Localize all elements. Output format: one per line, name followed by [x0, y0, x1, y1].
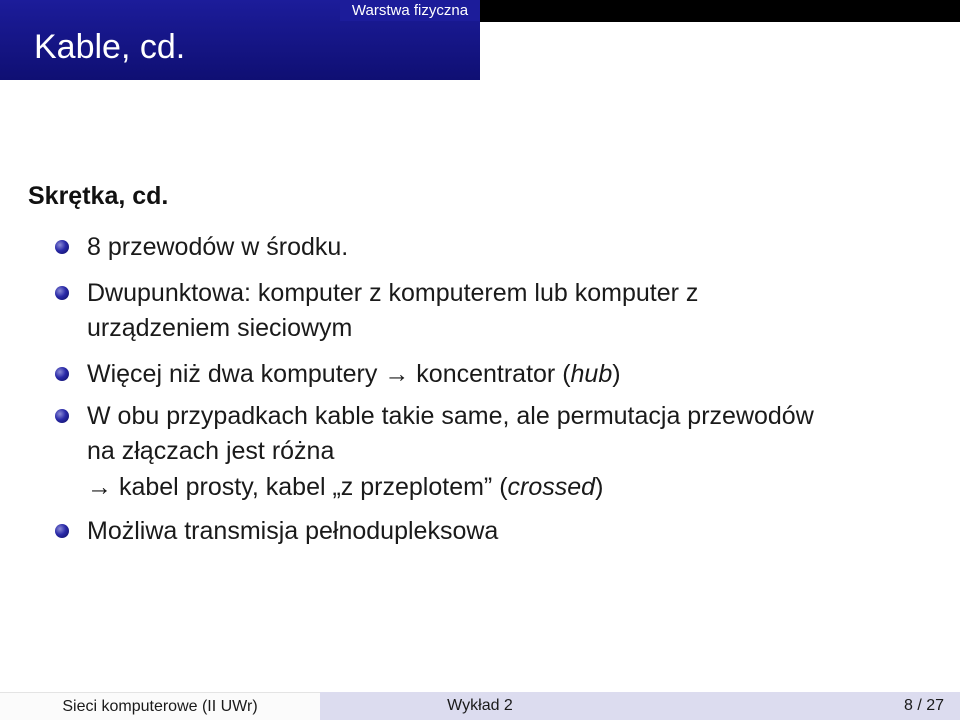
- header-navigation-strip: [480, 0, 960, 22]
- list-item: 8 przewodów w środku.: [87, 233, 349, 261]
- footer-author: Sieci komputerowe (II UWr): [0, 692, 320, 720]
- item-text: kabel prosty, kabel „z przeplotem” (: [112, 473, 508, 501]
- slide-header: [0, 0, 960, 80]
- frame-title: Kable, cd.: [34, 28, 186, 66]
- item-text: koncentrator (: [409, 360, 571, 388]
- list-item-continuation: [87, 471, 603, 503]
- bullet-icon: [55, 524, 69, 538]
- footer-talk-title: Wykład 2: [320, 692, 640, 720]
- list-item-continuation: urządzeniem sieciowym: [87, 314, 353, 342]
- footer-page-number: 8 / 27: [640, 692, 960, 720]
- item-emphasis: crossed: [507, 473, 596, 501]
- bullet-icon: [55, 367, 69, 381]
- list-item: W obu przypadkach kable takie same, ale permutacja przewodów: [87, 402, 814, 430]
- item-emphasis: hub: [570, 360, 613, 388]
- bullet-icon: [55, 409, 69, 423]
- list-item: Dwupunktowa: komputer z komputerem lub komputer z: [87, 279, 699, 307]
- bullet-icon: [55, 286, 69, 300]
- bullet-icon: [55, 240, 69, 254]
- item-text: Więcej niż dwa komputery: [87, 360, 378, 388]
- list-item: [87, 358, 621, 390]
- block-title: Skrętka, cd.: [28, 182, 169, 210]
- item-text: ): [595, 473, 604, 501]
- arrow-icon: →: [87, 473, 112, 501]
- list-item-continuation: na złączach jest różna: [87, 437, 335, 465]
- arrow-icon: →: [384, 360, 410, 388]
- slide-footer: [0, 692, 960, 720]
- list-item: Możliwa transmisja pełnodupleksowa: [87, 517, 499, 545]
- item-text: ): [612, 360, 621, 388]
- section-label[interactable]: Warstwa fizyczna: [340, 1, 480, 21]
